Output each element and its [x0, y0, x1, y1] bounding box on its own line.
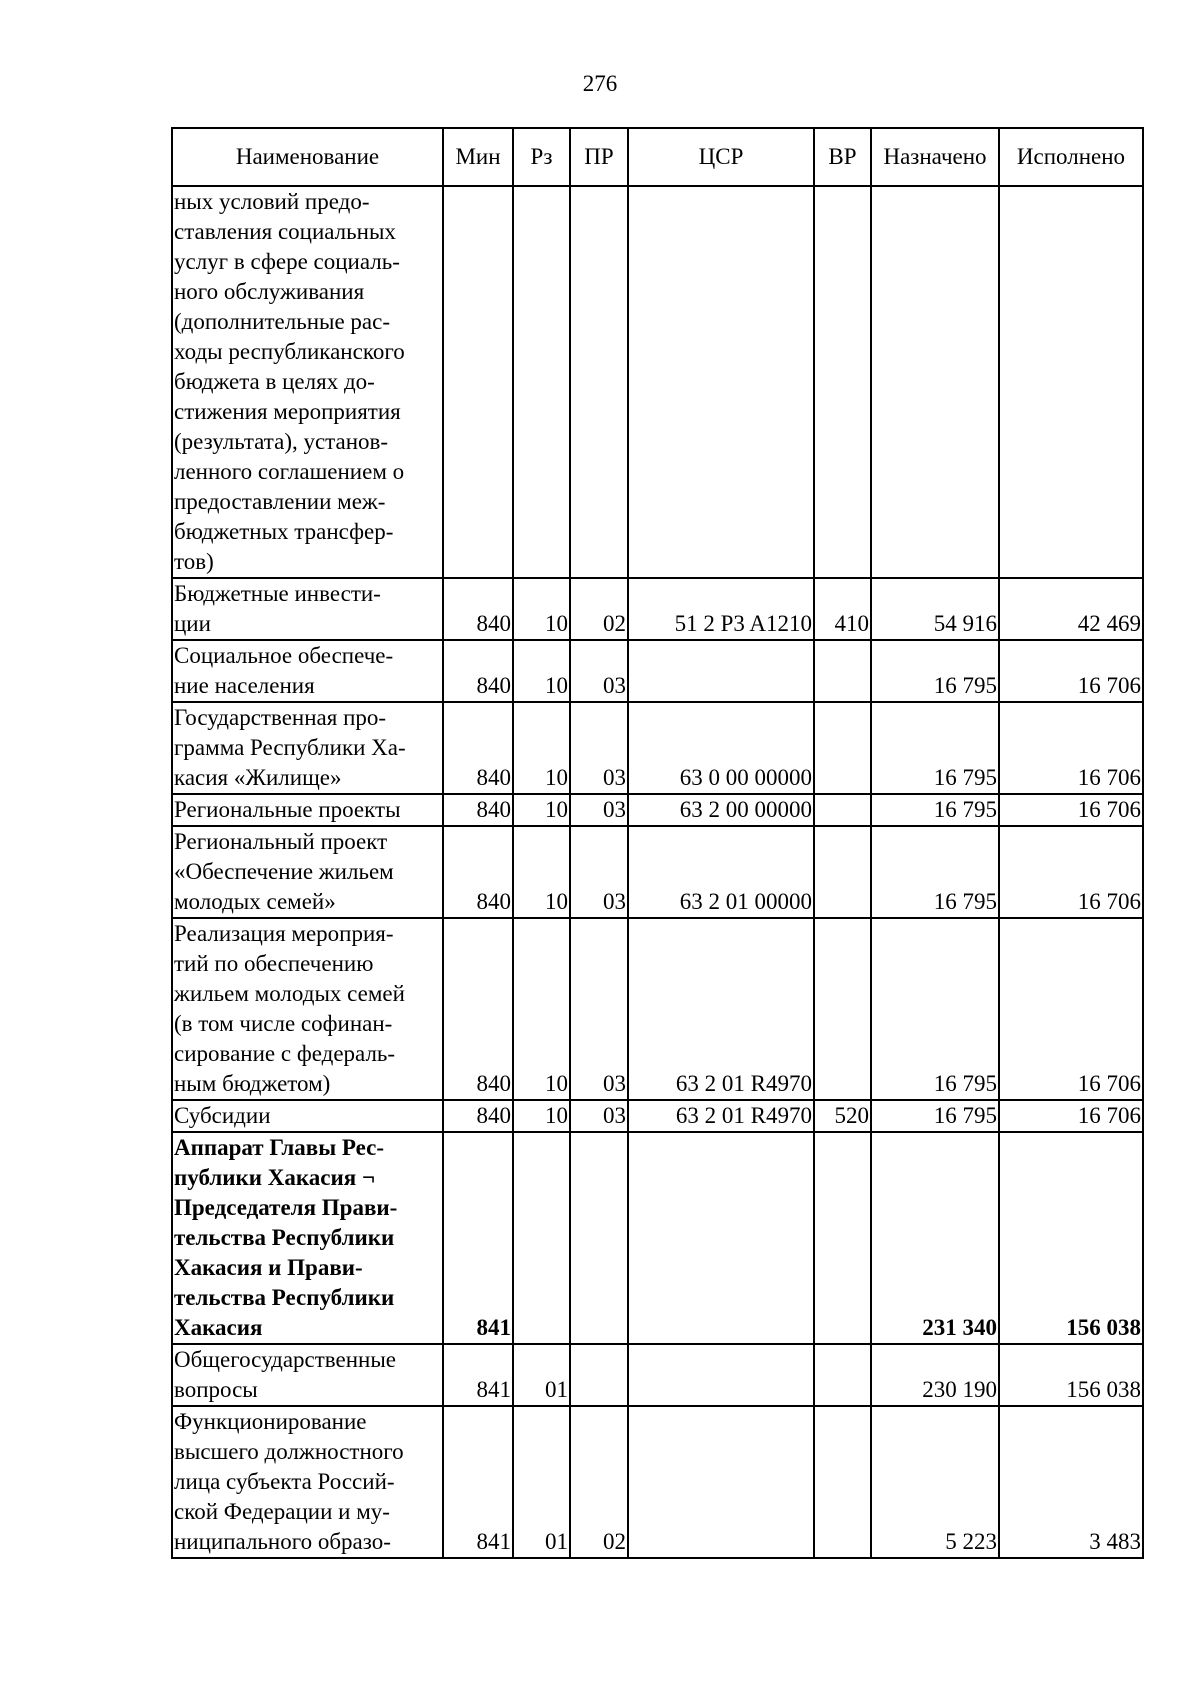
row-assigned-cell: 16 795: [871, 794, 999, 826]
row-vr-cell: 520: [814, 1100, 871, 1132]
row-name-line: предоставлении меж-: [174, 489, 386, 514]
row-rz-cell: [513, 1132, 570, 1344]
row-name-line: услуг в сфере социаль-: [174, 249, 400, 274]
row-assigned-cell: 16 795: [871, 826, 999, 918]
row-name-line: бюджета в целях до-: [174, 369, 375, 394]
row-name-line: Государственная про-: [174, 705, 387, 730]
row-executed-cell: 42 469: [999, 578, 1143, 640]
row-min-cell: 840: [443, 702, 513, 794]
row-pr-cell: [570, 1132, 628, 1344]
row-rz-cell: 01: [513, 1344, 570, 1406]
table-body: [172, 186, 1143, 1558]
header-csr: ЦСР: [628, 128, 814, 186]
row-min-cell: 840: [443, 794, 513, 826]
row-name-line: тий по обеспечению: [174, 951, 374, 976]
row-pr-cell: 03: [570, 826, 628, 918]
row-rz-cell: 10: [513, 826, 570, 918]
row-csr-cell: 63 2 01 R4970: [628, 1100, 814, 1132]
row-pr-cell: 03: [570, 640, 628, 702]
row-pr-cell: 03: [570, 794, 628, 826]
row-assigned-cell: 5 223: [871, 1406, 999, 1558]
row-name-line: ным бюджетом): [174, 1071, 331, 1096]
row-name-cell: [172, 640, 443, 702]
row-executed-cell: 16 706: [999, 702, 1143, 794]
header-assigned: Назначено: [871, 128, 999, 186]
row-rz-cell: 10: [513, 640, 570, 702]
row-vr-cell: [814, 186, 871, 578]
row-name-cell: [172, 1132, 443, 1344]
row-name-cell: [172, 578, 443, 640]
row-executed-cell: 16 706: [999, 826, 1143, 918]
row-csr-cell: [628, 640, 814, 702]
row-pr-cell: 03: [570, 1100, 628, 1132]
row-min-cell: 841: [443, 1406, 513, 1558]
row-name-line: ниципального образо-: [174, 1529, 391, 1554]
row-name-line: лица субъекта Россий-: [174, 1469, 395, 1494]
row-pr-cell: 03: [570, 702, 628, 794]
row-name-line: стижения мероприятия: [174, 399, 401, 424]
row-name-cell: [172, 918, 443, 1100]
row-name-line: тельства Республики: [174, 1225, 395, 1250]
row-assigned-cell: 16 795: [871, 1100, 999, 1132]
row-assigned-cell: 230 190: [871, 1344, 999, 1406]
row-name-line: Хакасия и Прави-: [174, 1255, 363, 1280]
row-rz-cell: [513, 186, 570, 578]
row-name-line: Субсидии: [174, 1103, 271, 1128]
row-executed-cell: 16 706: [999, 640, 1143, 702]
row-min-cell: 840: [443, 578, 513, 640]
row-name-line: Реализация мероприя-: [174, 921, 394, 946]
header-name: Наименование: [172, 128, 443, 186]
row-name-line: ской Федерации и му-: [174, 1499, 390, 1524]
row-assigned-cell: 54 916: [871, 578, 999, 640]
row-executed-cell: 16 706: [999, 794, 1143, 826]
row-name-line: Социальное обеспече-: [174, 643, 394, 668]
row-name-line: Общегосударственные: [174, 1347, 397, 1372]
header-executed: Исполнено: [999, 128, 1143, 186]
row-name-line: ного обслуживания: [174, 279, 365, 304]
row-vr-cell: [814, 826, 871, 918]
row-executed-cell: [999, 186, 1143, 578]
row-rz-cell: 10: [513, 1100, 570, 1132]
row-vr-cell: [814, 1132, 871, 1344]
row-min-cell: [443, 186, 513, 578]
row-csr-cell: [628, 1344, 814, 1406]
row-rz-cell: 10: [513, 702, 570, 794]
table-row: [172, 702, 1143, 794]
header-vr: ВР: [814, 128, 871, 186]
row-assigned-cell: 16 795: [871, 640, 999, 702]
row-name-line: ленного соглашением о: [174, 459, 405, 484]
table-row: [172, 186, 1143, 578]
row-min-cell: 841: [443, 1344, 513, 1406]
row-name-line: Председателя Прави-: [174, 1195, 398, 1220]
row-name-line: сирование с федераль-: [174, 1041, 396, 1066]
table-row: [172, 1406, 1143, 1558]
table-row: [172, 918, 1143, 1100]
row-pr-cell: 02: [570, 578, 628, 640]
row-name-line: Функционирование: [174, 1409, 367, 1434]
row-pr-cell: 03: [570, 918, 628, 1100]
table-row: [172, 1100, 1143, 1132]
row-rz-cell: 01: [513, 1406, 570, 1558]
table-row: [172, 794, 1143, 826]
row-name-line: Хакасия: [174, 1315, 263, 1340]
row-name-line: ции: [174, 611, 211, 636]
row-name-line: тельства Республики: [174, 1285, 395, 1310]
row-name-line: касия «Жилище»: [174, 765, 342, 790]
row-min-cell: 840: [443, 640, 513, 702]
row-assigned-cell: [871, 186, 999, 578]
row-csr-cell: [628, 1406, 814, 1558]
row-name-line: (результата), установ-: [174, 429, 389, 454]
row-name-cell: [172, 702, 443, 794]
header-rz: Рз: [513, 128, 570, 186]
row-name-line: грамма Республики Ха-: [174, 735, 406, 760]
row-csr-cell: 63 0 00 00000: [628, 702, 814, 794]
row-csr-cell: 63 2 00 00000: [628, 794, 814, 826]
row-csr-cell: 51 2 P3 A1210: [628, 578, 814, 640]
row-csr-cell: 63 2 01 R4970: [628, 918, 814, 1100]
row-name-line: публики Хакасия ¬: [174, 1165, 376, 1190]
row-executed-cell: 16 706: [999, 1100, 1143, 1132]
row-name-line: ставления социальных: [174, 219, 396, 244]
row-rz-cell: 10: [513, 794, 570, 826]
row-name-cell: [172, 794, 443, 826]
row-csr-cell: 63 2 01 00000: [628, 826, 814, 918]
table-row: [172, 640, 1143, 702]
row-vr-cell: [814, 794, 871, 826]
row-min-cell: 840: [443, 1100, 513, 1132]
row-name-line: жильем молодых семей: [174, 981, 405, 1006]
row-name-cell: [172, 826, 443, 918]
row-vr-cell: [814, 1406, 871, 1558]
page-number: 276: [582, 71, 618, 96]
row-pr-cell: 02: [570, 1406, 628, 1558]
row-name-line: ходы республиканского: [174, 339, 405, 364]
row-vr-cell: [814, 702, 871, 794]
header-row: [172, 128, 1143, 186]
row-executed-cell: 3 483: [999, 1406, 1143, 1558]
row-name-line: «Обеспечение жильем: [174, 859, 394, 884]
row-name-cell: [172, 1406, 443, 1558]
row-name-line: высшего должностного: [174, 1439, 404, 1464]
row-rz-cell: 10: [513, 918, 570, 1100]
row-vr-cell: [814, 640, 871, 702]
row-name-line: (в том числе софинан-: [174, 1011, 393, 1036]
row-name-cell: [172, 1344, 443, 1406]
row-name-line: Региональный проект: [174, 829, 388, 854]
row-name-line: бюджетных трансфер-: [174, 519, 394, 544]
row-vr-cell: [814, 918, 871, 1100]
table-row: [172, 1132, 1143, 1344]
row-name-line: ных условий предо-: [174, 189, 370, 214]
row-assigned-cell: 16 795: [871, 918, 999, 1100]
row-min-cell: 840: [443, 918, 513, 1100]
row-min-cell: 840: [443, 826, 513, 918]
row-csr-cell: [628, 186, 814, 578]
row-vr-cell: 410: [814, 578, 871, 640]
row-name-line: Бюджетные инвести-: [174, 581, 381, 606]
row-executed-cell: 156 038: [999, 1132, 1143, 1344]
table-row: [172, 826, 1143, 918]
row-min-cell: 841: [443, 1132, 513, 1344]
row-name-line: Аппарат Главы Рес-: [174, 1135, 385, 1160]
row-vr-cell: [814, 1344, 871, 1406]
row-name-cell: [172, 1100, 443, 1132]
table-row: [172, 1344, 1143, 1406]
header-min: Мин: [443, 128, 513, 186]
table-row: [172, 578, 1143, 640]
row-name-line: Региональные проекты: [174, 797, 401, 822]
row-csr-cell: [628, 1132, 814, 1344]
budget-table: [171, 127, 1144, 1559]
row-assigned-cell: 231 340: [871, 1132, 999, 1344]
header-pr: ПР: [570, 128, 628, 186]
row-name-cell: [172, 186, 443, 578]
row-assigned-cell: 16 795: [871, 702, 999, 794]
row-name-line: молодых семей»: [174, 889, 336, 914]
row-executed-cell: 156 038: [999, 1344, 1143, 1406]
row-rz-cell: 10: [513, 578, 570, 640]
row-pr-cell: [570, 1344, 628, 1406]
row-pr-cell: [570, 186, 628, 578]
row-name-line: тов): [174, 549, 214, 574]
row-name-line: (дополнительные рас-: [174, 309, 390, 334]
row-executed-cell: 16 706: [999, 918, 1143, 1100]
row-name-line: вопросы: [174, 1377, 258, 1402]
row-name-line: ние населения: [174, 673, 315, 698]
